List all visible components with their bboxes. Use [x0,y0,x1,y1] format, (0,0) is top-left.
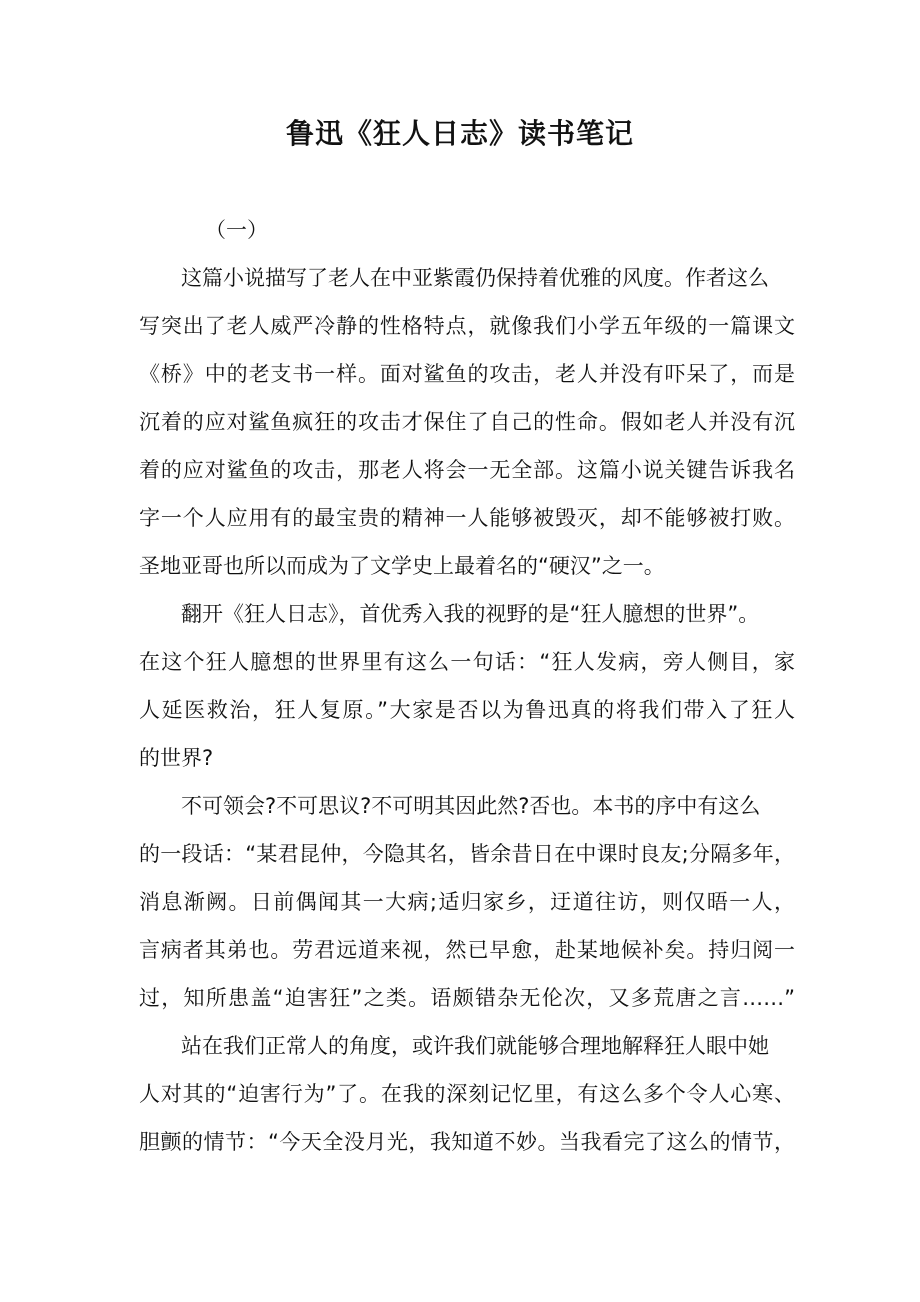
paragraph-line: 这篇小说描写了老人在中亚紫霞仍保持着优雅的风度。作者这么 [181,266,769,290]
paragraph-line: 过，知所患盖“迫害狂”之类。语颇错杂无伦次，又多荒唐之言……” [139,986,795,1010]
paragraph-line: 言病者其弟也。劳君远道来视，然已早愈，赴某地候补矣。持归阅一 [139,938,795,962]
paragraph-line: 消息渐阙。日前偶闻其一大病;适归家乡，迂道往访，则仅晤一人， [139,890,795,914]
paragraph-line: 胆颤的情节：“今天全没月光，我知道不妙。当我看完了这么的情节， [139,1130,795,1154]
document-title: 鲁迅《狂人日志》读书笔记 [285,117,634,150]
document-body [139,206,795,1166]
paragraph-line: 沉着的应对鲨鱼疯狂的攻击才保住了自己的性命。假如老人并没有沉 [139,410,795,434]
paragraph-line: 站在我们正常人的角度，或许我们就能够合理地解释狂人眼中她 [181,1034,769,1058]
paragraph-line: 人延医救治，狂人复原。”大家是否以为鲁迅真的将我们带入了狂人 [139,698,795,722]
paragraph-line: 圣地亚哥也所以而成为了文学史上最着名的“硬汉”之一。 [139,554,665,578]
paragraph-line: 在这个狂人臆想的世界里有这么一句话：“狂人发病，旁人侧目，家 [139,650,795,674]
paragraph-line: 字一个人应用有的最宝贵的精神一人能够被毁灭，却不能够被打败。 [139,506,795,530]
paragraph-line: 的世界? [139,746,214,770]
paragraph-line: 写突出了老人威严冷静的性格特点，就像我们小学五年级的一篇课文 [139,314,795,338]
paragraph-line: 《桥》中的老支书一样。面对鲨鱼的攻击，老人并没有吓呆了，而是 [139,362,795,386]
paragraph-line: 着的应对鲨鱼的攻击，那老人将会一无全部。这篇小说关键告诉我名 [139,458,795,482]
section-label: （一） [205,218,268,242]
paragraph-line: 不可领会?不可思议?不可明其因此然?否也。本书的序中有这么 [181,794,761,818]
paragraph-line: 翻开《狂人日志》，首优秀入我的视野的是“狂人臆想的世界”。 [181,602,760,626]
paragraph-line: 的一段话：“某君昆仲，今隐其名，皆余昔日在中课时良友;分隔多年， [139,842,795,866]
paragraph-line: 人对其的“迫害行为”了。在我的深刻记忆里，有这么多个令人心寒、 [139,1082,795,1106]
